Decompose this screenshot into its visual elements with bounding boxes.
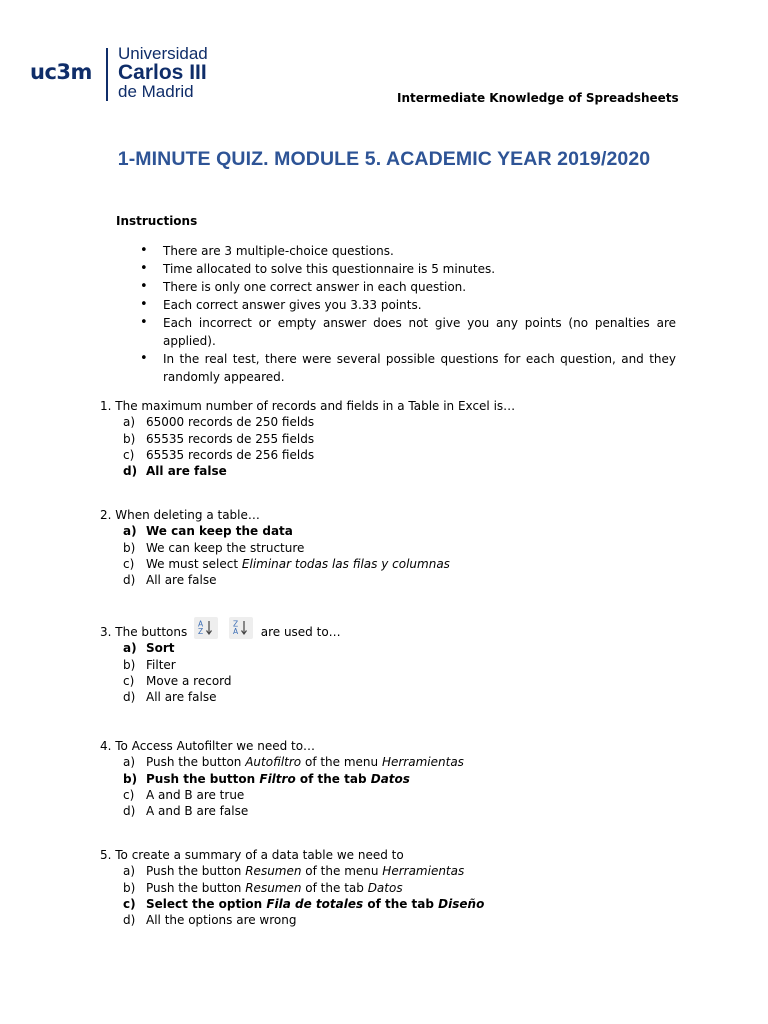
instruction-item: • There is only one correct answer in each question.	[140, 278, 676, 296]
option-a-correct: a) We can keep the data	[123, 524, 293, 539]
option-d: d) All are false	[123, 573, 217, 588]
svg-text:A: A	[232, 627, 239, 636]
logo-line-3: de Madrid	[118, 82, 194, 101]
question-stem: 4. To Access Autofilter we need to…	[100, 739, 316, 753]
options-list	[100, 640, 700, 705]
logo-line-2: Carlos III	[118, 61, 207, 84]
question-2	[100, 507, 700, 588]
question-4	[100, 738, 700, 819]
logo-mark: uc3m	[30, 60, 92, 84]
option-d: d) All are false	[123, 690, 217, 705]
options-list	[100, 414, 700, 479]
option-c: c) A and B are true	[123, 787, 245, 802]
instruction-item: • There are 3 multiple-choice questions.	[140, 242, 676, 260]
logo-line-1: Universidad	[118, 44, 208, 63]
option-b: b) 65535 records de 255 fields	[123, 431, 315, 446]
option-a-correct: a) Sort	[123, 641, 175, 656]
question-3	[100, 617, 700, 705]
instruction-item: • Each incorrect or empty answer does not give you any points (no penalties are applied).	[140, 314, 676, 350]
option-b: b) We can keep the structure	[123, 540, 305, 555]
svg-text:Z: Z	[232, 619, 239, 629]
option-a: a) 65000 records de 250 fields	[123, 415, 315, 430]
logo-wordmark	[118, 44, 208, 101]
option-b: b) Filter	[123, 657, 176, 672]
sort-ascending-icon	[194, 617, 218, 639]
option-a: a) Push the button Autofiltro of the menu Herramientas	[123, 755, 464, 770]
instructions-list	[140, 242, 676, 386]
options-list	[100, 523, 700, 588]
options-list	[100, 863, 700, 928]
course-header: Intermediate Knowledge of Spreadsheets	[397, 91, 679, 105]
sort-descending-icon	[229, 617, 253, 639]
options-list	[100, 754, 700, 819]
option-b-correct: b) Push the button Filtro of the tab Datos	[123, 771, 410, 786]
option-d: d) All the options are wrong	[123, 913, 297, 928]
question-stem: 5. To create a summary of a data table we need to	[100, 848, 404, 862]
option-c-correct: c) Select the option Fila de totales of the tab Diseño	[123, 896, 485, 911]
svg-text:A: A	[198, 619, 204, 629]
question-1	[100, 398, 700, 479]
option-c: c) 65535 records de 256 fields	[123, 447, 315, 462]
instruction-item: • Time allocated to solve this questionnaire is 5 minutes.	[140, 260, 676, 278]
option-b: b) Push the button Resumen of the tab Datos	[123, 880, 403, 895]
instructions-heading: Instructions	[116, 214, 198, 228]
page-title: 1-MINUTE QUIZ. MODULE 5. ACADEMIC YEAR 2019/2020	[117, 148, 651, 170]
option-d-correct: d) All are false	[123, 464, 227, 479]
option-c: c) We must select Eliminar todas las filas y columnas	[123, 556, 450, 571]
question-stem: 3. The buttons A Z Z A are used to…	[100, 617, 700, 640]
svg-text:Z: Z	[198, 627, 204, 636]
question-stem: 1. The maximum number of records and fields in a Table in Excel is…	[100, 399, 516, 413]
option-a: a) Push the button Resumen of the menu Herramientas	[123, 864, 465, 879]
question-5	[100, 847, 700, 928]
instruction-item: • Each correct answer gives you 3.33 points.	[140, 296, 676, 314]
instruction-item: • In the real test, there were several possible questions for each question, and they randomly appeared.	[140, 350, 676, 386]
logo-divider	[106, 48, 108, 101]
option-d: d) A and B are false	[123, 804, 249, 819]
option-c: c) Move a record	[123, 673, 232, 688]
question-stem: 2. When deleting a table…	[100, 508, 260, 522]
